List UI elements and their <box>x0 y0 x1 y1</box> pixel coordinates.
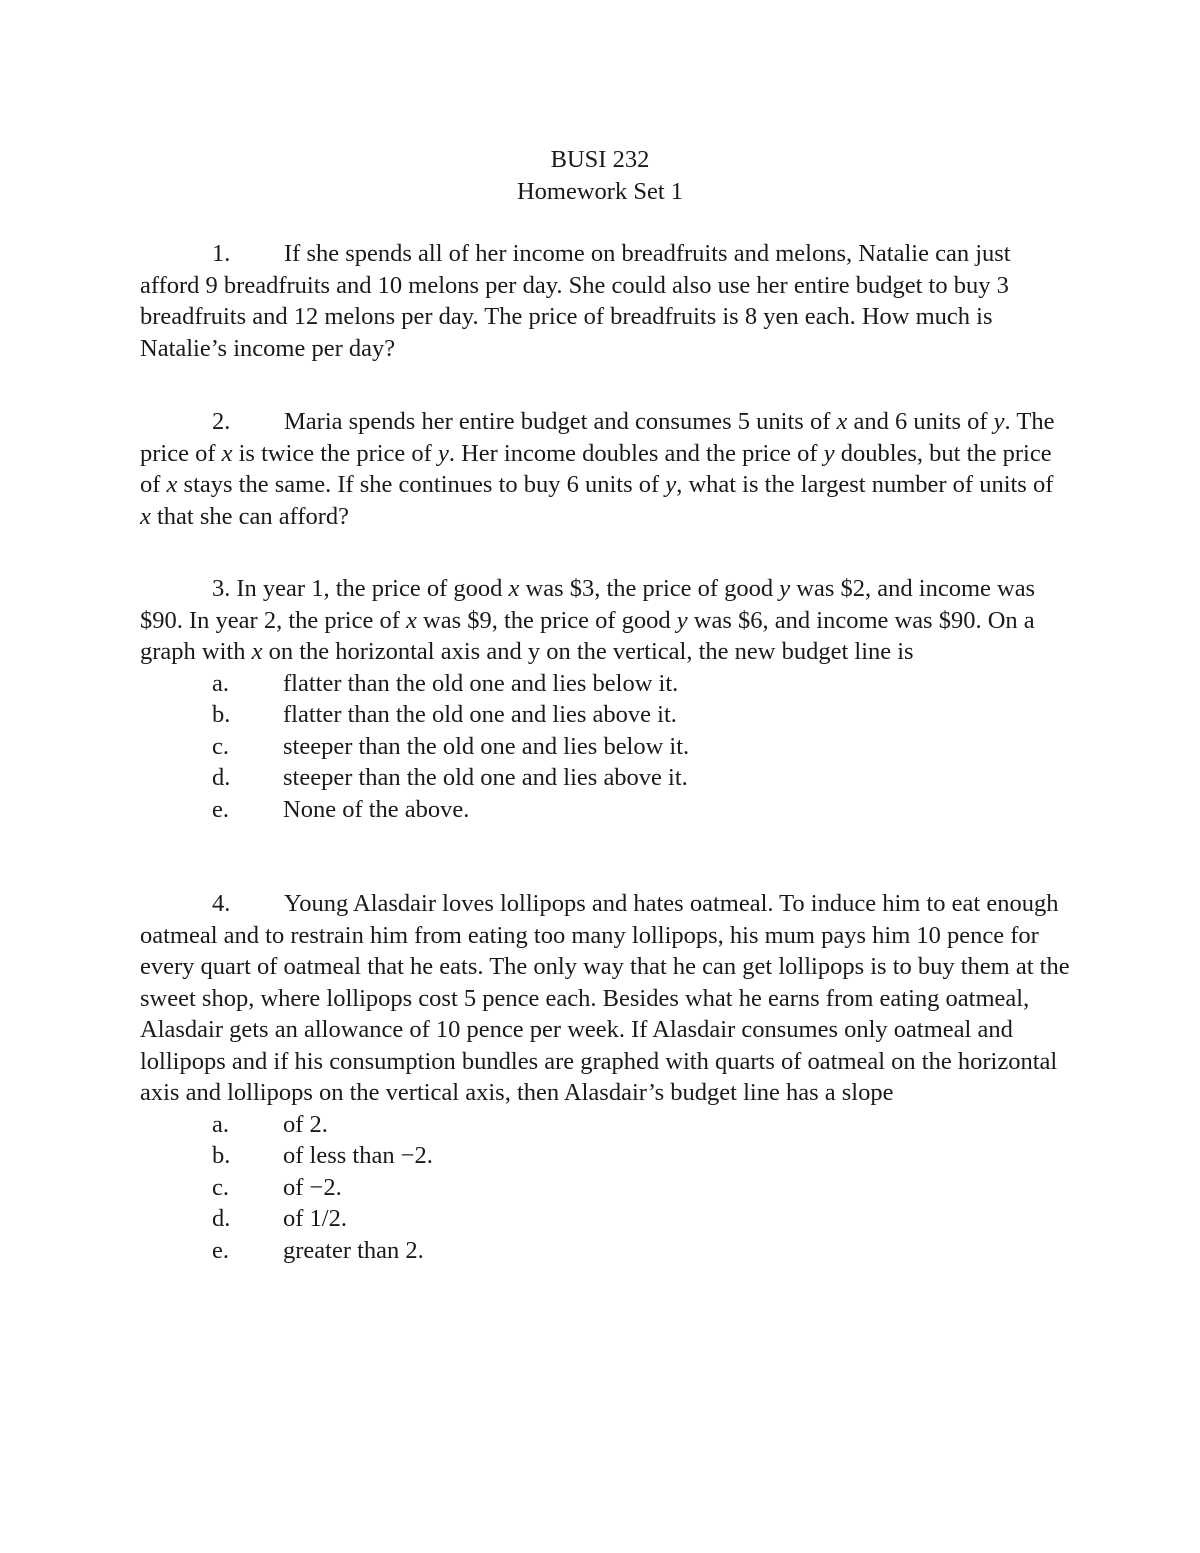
question-1 <box>140 238 1070 364</box>
question-4-options <box>140 1109 1070 1267</box>
option-text: greater than 2. <box>283 1236 424 1264</box>
option-letter: e. <box>212 1236 229 1264</box>
question-3-number: 3. <box>212 575 231 602</box>
question-2 <box>140 406 1070 532</box>
option-text: flatter than the old one and lies below it. <box>283 669 679 697</box>
question-4-number: 4. <box>212 890 231 917</box>
option-text: of less than −2. <box>283 1142 433 1169</box>
question-4-body: Young Alasdair loves lollipops and hates oatmeal. To induce him to eat enough oatmeal and to restrain him from eating too many lollipops, his mum pays him 10 pence for every quart of oatmeal that he eats. The only way that he can get lollipops is to buy them at the sweet shop, where lollipops cost 5 pence each. Besides what he earns from eating oatmeal, Alasdair gets an allowance of 10 pence per week. If Alasdair consumes only oatmeal and lollipops and if his consumption bundles are graphed with quarts of oatmeal on the horizontal axis and lollipops on the vertical axis, then Alasdair’s budget line has a slope <box>140 890 1070 1106</box>
option-text: None of the above. <box>283 795 470 823</box>
option-text: flatter than the old one and lies above it. <box>283 701 677 728</box>
question-1-body: If she spends all of her income on breadfruits and melons, Natalie can just afford 9 breadfruits and 10 melons per day. She could also use her entire budget to buy 3 breadfruits and 12 melons per day. The price of breadfruits is 8 yen each. How much is Natalie’s income per day? <box>140 240 1011 362</box>
option-letter: b. <box>212 1142 231 1169</box>
question-4-option-e <box>140 1235 1070 1267</box>
question-4 <box>140 888 1070 1266</box>
question-2-number: 2. <box>212 408 231 435</box>
question-4-option-d <box>140 1203 1070 1235</box>
option-letter: e. <box>212 795 229 823</box>
question-1-number: 1. <box>212 240 231 267</box>
question-2-text <box>140 406 1070 532</box>
option-text: steeper than the old one and lies above it. <box>283 764 688 791</box>
question-4-option-c <box>140 1172 1070 1204</box>
option-letter: c. <box>212 732 229 760</box>
option-text: of −2. <box>283 1173 342 1201</box>
question-3-option-b <box>140 699 1070 731</box>
question-4-option-b <box>140 1140 1070 1172</box>
option-letter: d. <box>212 1205 231 1232</box>
question-3-text <box>140 573 1070 668</box>
question-3-option-c <box>140 731 1070 763</box>
option-text: steeper than the old one and lies below it. <box>283 732 690 760</box>
question-3-option-a <box>140 668 1070 700</box>
question-1-text <box>140 238 1070 364</box>
question-4-option-a <box>140 1109 1070 1141</box>
homework-set-title: Homework Set 1 <box>516 178 684 205</box>
question-2-body: Maria spends her entire budget and consumes 5 units of x and 6 units of y. The price of x is twice the price of y. Her income doubles and the price of y doubles, but the price of x stays the same. If she continues to buy 6 units of y, what is the largest number of units of x that she can afford? <box>140 408 1055 530</box>
question-3-option-d <box>140 762 1070 794</box>
option-text: of 1/2. <box>283 1205 347 1232</box>
question-3-options <box>140 668 1070 826</box>
option-letter: a. <box>212 669 229 697</box>
question-4-text <box>140 888 1070 1109</box>
option-letter: a. <box>212 1110 229 1138</box>
question-3 <box>140 573 1070 825</box>
option-letter: b. <box>212 701 231 728</box>
question-3-option-e <box>140 794 1070 826</box>
option-letter: d. <box>212 764 231 791</box>
option-text: of 2. <box>283 1110 328 1138</box>
question-3-body: In year 1, the price of good x was $3, the price of good y was $2, and income was $90. In year 2, the price of x was $9, the price of good y was $6, and income was $90. On a graph with x on the horizontal axis and y on the vertical, the new budget line is <box>140 575 1036 665</box>
course-title: BUSI 232 <box>550 146 650 173</box>
option-letter: c. <box>212 1173 229 1201</box>
